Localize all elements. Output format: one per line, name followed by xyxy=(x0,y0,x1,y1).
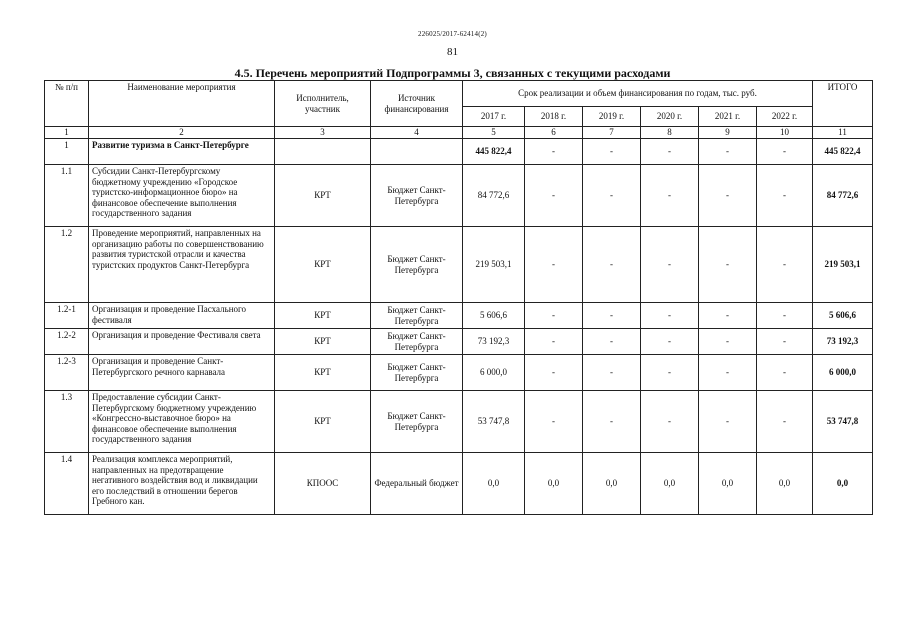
header-year: 2021 г. xyxy=(699,107,757,127)
header-source: Источник финансирования xyxy=(371,81,463,127)
year-value: 0,0 xyxy=(757,453,813,515)
column-number: 4 xyxy=(371,127,463,139)
header-year: 2018 г. xyxy=(525,107,583,127)
document-id: 226025/2017-62414(2) xyxy=(418,30,487,38)
header-num: № п/п xyxy=(45,81,89,127)
row-number: 1.2-2 xyxy=(45,329,89,355)
row-number: 1.2 xyxy=(45,227,89,303)
funding-source: Бюджет Санкт-Петербурга xyxy=(371,355,463,391)
row-total: 0,0 xyxy=(813,453,873,515)
year-value: - xyxy=(699,227,757,303)
year-value: 53 747,8 xyxy=(463,391,525,453)
year-value: 0,0 xyxy=(525,453,583,515)
year-value: - xyxy=(525,303,583,329)
year-value: - xyxy=(757,391,813,453)
year-value: - xyxy=(699,391,757,453)
executor: КРТ xyxy=(275,391,371,453)
executor: КРТ xyxy=(275,227,371,303)
year-value: 445 822,4 xyxy=(463,139,525,165)
header-year: 2022 г. xyxy=(757,107,813,127)
activity-name: Предоставление субсидии Санкт-Петербургскому бюджетному учреждению «Конгрессно-выставочное бюро» на финансовое обеспечение выполнения государственного задания xyxy=(89,391,275,453)
page-number: 81 xyxy=(447,46,458,58)
year-value: 0,0 xyxy=(699,453,757,515)
row-total: 5 606,6 xyxy=(813,303,873,329)
table-row xyxy=(45,391,873,453)
year-value: - xyxy=(641,165,699,227)
year-value: 5 606,6 xyxy=(463,303,525,329)
column-number: 8 xyxy=(641,127,699,139)
year-value: - xyxy=(641,391,699,453)
year-value: - xyxy=(525,227,583,303)
year-value: - xyxy=(583,329,641,355)
column-number: 11 xyxy=(813,127,873,139)
year-value: - xyxy=(583,355,641,391)
executor: КПООС xyxy=(275,453,371,515)
row-number: 1.1 xyxy=(45,165,89,227)
year-value: - xyxy=(525,165,583,227)
header-year: 2019 г. xyxy=(583,107,641,127)
executor xyxy=(275,139,371,165)
column-number: 9 xyxy=(699,127,757,139)
activity-name: Развитие туризма в Санкт-Петербурге xyxy=(89,139,275,165)
table-row xyxy=(45,139,873,165)
row-number: 1.3 xyxy=(45,391,89,453)
header-period: Срок реализации и объем финансирования по годам, тыс. руб. xyxy=(463,81,813,107)
column-number: 5 xyxy=(463,127,525,139)
table-row xyxy=(45,227,873,303)
funding-source: Бюджет Санкт-Петербурга xyxy=(371,329,463,355)
activity-name: Субсидии Санкт-Петербургскому бюджетному учреждению «Городское туристско-информационное бюро» на финансовое обеспечение выполнения государственного задания xyxy=(89,165,275,227)
year-value: - xyxy=(583,391,641,453)
year-value: - xyxy=(641,329,699,355)
table-row xyxy=(45,303,873,329)
funding-source: Бюджет Санкт-Петербурга xyxy=(371,303,463,329)
row-total: 84 772,6 xyxy=(813,165,873,227)
row-number: 1 xyxy=(45,139,89,165)
year-value: - xyxy=(757,165,813,227)
year-value: - xyxy=(525,329,583,355)
column-number: 6 xyxy=(525,127,583,139)
year-value: - xyxy=(699,355,757,391)
header-name: Наименование мероприятия xyxy=(89,81,275,127)
funding-source: Бюджет Санкт-Петербурга xyxy=(371,165,463,227)
year-value: 0,0 xyxy=(463,453,525,515)
year-value: 0,0 xyxy=(641,453,699,515)
year-value: - xyxy=(757,303,813,329)
executor: КРТ xyxy=(275,165,371,227)
header-total: ИТОГО xyxy=(813,81,873,127)
year-value: - xyxy=(641,227,699,303)
executor: КРТ xyxy=(275,303,371,329)
row-total: 73 192,3 xyxy=(813,329,873,355)
executor: КРТ xyxy=(275,355,371,391)
funding-source: Бюджет Санкт-Петербурга xyxy=(371,227,463,303)
year-value: - xyxy=(757,139,813,165)
year-value: - xyxy=(583,139,641,165)
year-value: - xyxy=(641,139,699,165)
activity-name: Организация и проведение Фестиваля света xyxy=(89,329,275,355)
year-value: - xyxy=(525,355,583,391)
year-value: - xyxy=(699,329,757,355)
year-value: - xyxy=(757,227,813,303)
table-row xyxy=(45,453,873,515)
year-value: 219 503,1 xyxy=(463,227,525,303)
table-row xyxy=(45,165,873,227)
funding-source xyxy=(371,139,463,165)
year-value: 73 192,3 xyxy=(463,329,525,355)
row-total: 219 503,1 xyxy=(813,227,873,303)
header-year: 2017 г. xyxy=(463,107,525,127)
year-value: - xyxy=(525,139,583,165)
column-number: 3 xyxy=(275,127,371,139)
year-value: - xyxy=(757,355,813,391)
table-row xyxy=(45,355,873,391)
header-year: 2020 г. xyxy=(641,107,699,127)
header-executor: Исполнитель, участник xyxy=(275,81,371,127)
activity-name: Организация и проведение Санкт-Петербургского речного карнавала xyxy=(89,355,275,391)
year-value: - xyxy=(583,165,641,227)
year-value: - xyxy=(641,303,699,329)
row-total: 445 822,4 xyxy=(813,139,873,165)
executor: КРТ xyxy=(275,329,371,355)
activities-table xyxy=(44,80,873,515)
column-number: 2 xyxy=(89,127,275,139)
year-value: - xyxy=(525,391,583,453)
year-value: 6 000,0 xyxy=(463,355,525,391)
year-value: - xyxy=(699,165,757,227)
funding-source: Бюджет Санкт-Петербурга xyxy=(371,391,463,453)
year-value: - xyxy=(757,329,813,355)
year-value: 84 772,6 xyxy=(463,165,525,227)
activity-name: Организация и проведение Пасхального фестиваля xyxy=(89,303,275,329)
year-value: - xyxy=(583,227,641,303)
activity-name: Проведение мероприятий, направленных на организацию работы по совершенствованию развития туристской отрасли и качества туристских продуктов Санкт-Петербурга xyxy=(89,227,275,303)
column-number: 1 xyxy=(45,127,89,139)
page-title: 4.5. Перечень мероприятий Подпрограммы 3, связанных с текущими расходами xyxy=(234,66,671,80)
row-total: 53 747,8 xyxy=(813,391,873,453)
year-value: - xyxy=(583,303,641,329)
column-number: 7 xyxy=(583,127,641,139)
year-value: - xyxy=(699,303,757,329)
row-total: 6 000,0 xyxy=(813,355,873,391)
row-number: 1.2-3 xyxy=(45,355,89,391)
funding-source: Федеральный бюджет xyxy=(371,453,463,515)
column-number: 10 xyxy=(757,127,813,139)
activity-name: Реализация комплекса мероприятий, направленных на предотвращение негативного воздействия вод и ликвидации его последствий в отношении берегов Гребного кан. xyxy=(89,453,275,515)
row-number: 1.2-1 xyxy=(45,303,89,329)
table-row xyxy=(45,329,873,355)
year-value: - xyxy=(641,355,699,391)
year-value: - xyxy=(699,139,757,165)
year-value: 0,0 xyxy=(583,453,641,515)
row-number: 1.4 xyxy=(45,453,89,515)
